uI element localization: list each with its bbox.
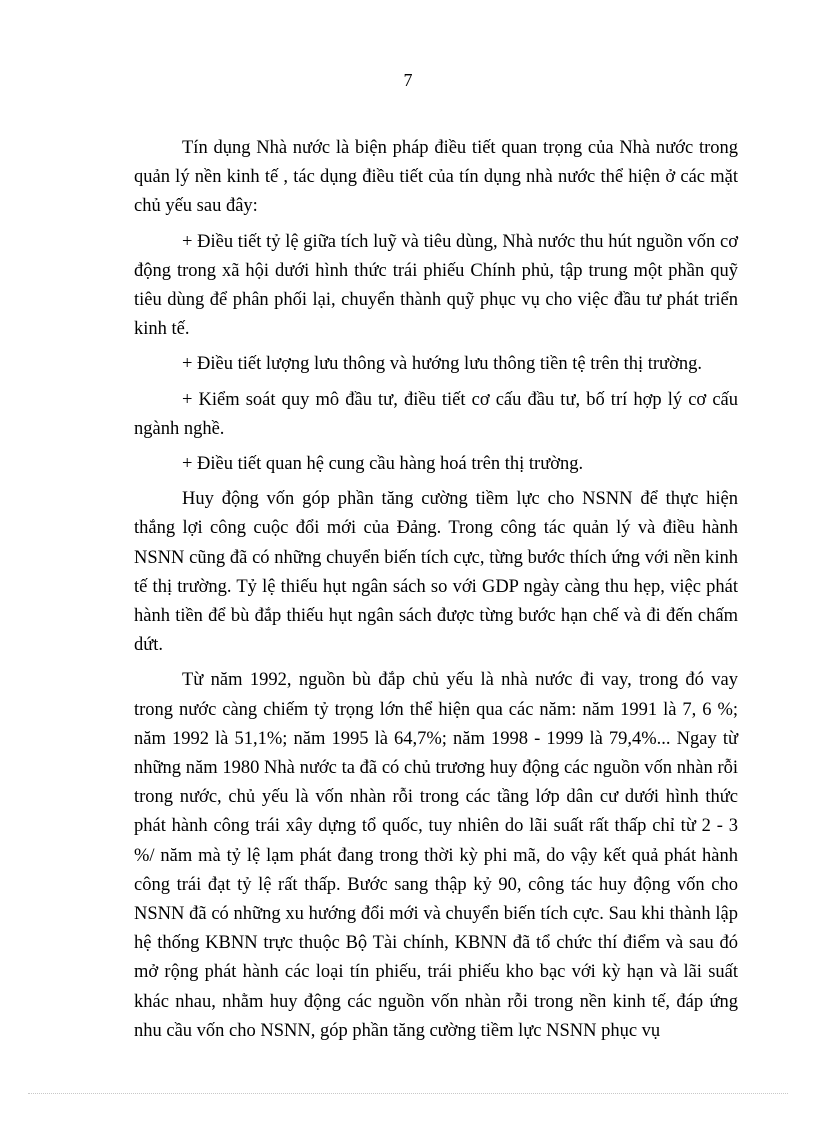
paragraph-bullet-currency: + Điều tiết lượng lưu thông và hướng lưu thông tiền tệ trên thị trường.: [182, 354, 702, 375]
paragraph-capital-mobilization: Huy động vốn góp phần tăng cường tiềm lực cho NSNN để thực hiện thắng lợi công cuộc đổi mới của Đảng. Trong công tác quản lý và điều hành NSNN cũng đã có những chuyển biến tích cực, từng bước thích ứng với nền kinh tế thị trường. Tỷ lệ thiếu hụt ngân sách so với GDP ngày càng thu hẹp, việc phát hành tiền để bù đắp thiếu hụt ngân sách được từng bước hạn chế và đi đến chấm dứt.: [134, 489, 738, 656]
paragraph-bullet-savings: + Điều tiết tỷ lệ giữa tích luỹ và tiêu dùng, Nhà nước thu hút nguồn vốn cơ động trong xã hội dưới hình thức trái phiếu Chính phủ, tập trung một phần quỹ tiêu dùng để phân phối lại, chuyển thành quỹ phục vụ cho việc đầu tư phát triển kinh tế.: [134, 231, 738, 340]
document-body: [134, 134, 738, 1052]
page-bottom-divider: [28, 1093, 788, 1094]
paragraph-intro: Tín dụng Nhà nước là biện pháp điều tiết quan trọng của Nhà nước trong quản lý nền kinh tế , tác dụng điều tiết của tín dụng nhà nước thể hiện ở các mặt chủ yếu sau đây:: [134, 138, 738, 217]
paragraph-bullet-investment: + Kiểm soát quy mô đầu tư, điều tiết cơ cấu đầu tư, bố trí hợp lý cơ cấu ngành nghề.: [134, 389, 738, 439]
paragraph-bullet-supply-demand: + Điều tiết quan hệ cung cầu hàng hoá trên thị trường.: [182, 454, 584, 475]
page-number: 7: [403, 70, 413, 90]
paragraph-since-1992: Từ năm 1992, nguồn bù đắp chủ yếu là nhà nước đi vay, trong đó vay trong nước càng chiếm tỷ trọng lớn thể hiện qua các năm: năm 1991 là 7, 6 %; năm 1992 là 51,1%; năm 1995 là 64,7%; năm 1998 - 1999 là 79,4%... Ngay từ những năm 1980 Nhà nước ta đã có chủ trương huy động các nguồn vốn nhàn rỗi trong nước, chủ yếu là vốn nhàn rỗi trong các tầng lớp dân cư dưới hình thức phát hành công trái xây dựng tổ quốc, tuy nhiên do lãi suất rất thấp chỉ từ 2 - 3 %/ năm mà tỷ lệ lạm phát đang trong thời kỳ phi mã, do vậy kết quả phát hành công trái đạt tỷ lệ rất thấp. Bước sang thập kỷ 90, công tác huy động vốn cho NSNN đã có những xu hướng đổi mới và chuyển biến tích cực. Sau khi thành lập hệ thống KBNN trực thuộc Bộ Tài chính, KBNN đã tổ chức thí điểm và sau đó mở rộng phát hành các loại tín phiếu, trái phiếu kho bạc với kỳ hạn và lãi suất khác nhau, nhằm huy động các nguồn vốn nhàn rỗi trong nền kinh tế, đáp ứng nhu cầu vốn cho NSNN, góp phần tăng cường tiềm lực NSNN phục vụ: [134, 670, 738, 1041]
